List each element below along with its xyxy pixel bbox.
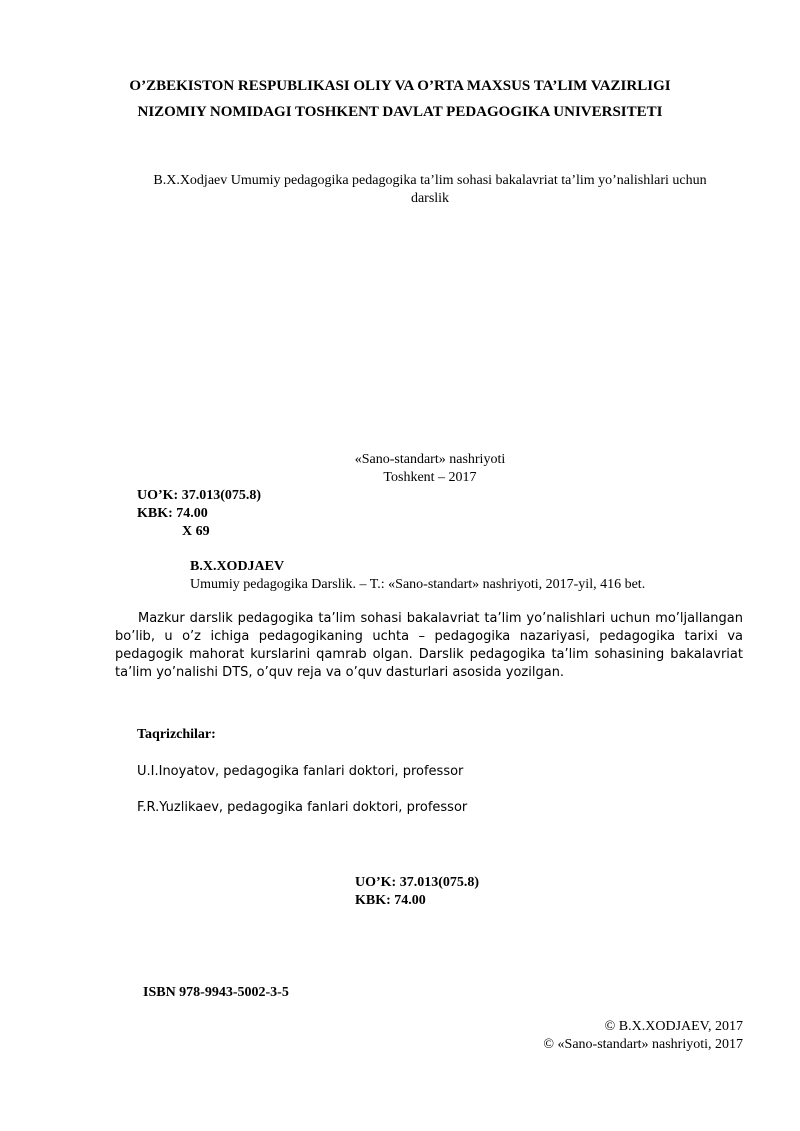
author-sign-code: X 69 — [182, 524, 210, 539]
classification-codes-bottom — [355, 874, 479, 910]
university-name: NIZOMIY NOMIDAGI TOSHKENT DAVLAT PEDAGOGIKA UNIVERSITETI — [137, 104, 663, 120]
copyright-author: © B.X.XODJAEV, 2017 — [604, 1019, 743, 1034]
reviewer-item: F.R.Yuzlikaev, pedagogika fanlari doktori, professor — [137, 800, 468, 815]
ministry-name: O’ZBEKISTON RESPUBLIKASI OLIY VA O’RTA MAXSUS TA’LIM VAZIRLIGI — [129, 78, 671, 94]
publisher-city-year: Toshkent – 2017 — [383, 470, 477, 485]
book-title-description — [110, 172, 750, 208]
kbk-code: KBK: 74.00 — [137, 506, 208, 521]
title-desc-line1: B.X.Xodjaev Umumiy pedagogika pedagogika ta’lim sohasi bakalavriat ta’lim yo’nalishlari uchun — [153, 173, 707, 188]
reviewers-heading: Taqrizchilar: — [137, 727, 216, 742]
title-desc-line2: darslik — [410, 191, 450, 206]
classification-codes — [137, 487, 261, 541]
abstract-paragraph: Mazkur darslik pedagogika ta’lim sohasi bakalavriat ta’lim yo’nalishlari uchun mo’ljallangan bo’lib, u o’z ichiga pedagogikaning uchta – pedagogika nazariyasi, pedagogika tarixi va pedagogik mahorat kurslarini qamrab olgan. Darslik pedagogika ta’lim sohasining bakalavriat ta’lim yo’nalishi DTS, o’quv reja va o’quv dasturlari asosida yozilgan. — [115, 611, 743, 680]
publisher-block — [0, 451, 800, 487]
citation-text: Umumiy pedagogika Darslik. – T.: «Sano-standart» nashriyoti, 2017-yil, 416 bet. — [190, 577, 646, 592]
author-name: B.X.XODJAEV — [190, 559, 285, 574]
author-citation — [190, 558, 645, 594]
reviewer-item: U.I.Inoyatov, pedagogika fanlari doktori, professor — [137, 764, 464, 779]
uok-code-bottom: UO’K: 37.013(075.8) — [355, 875, 480, 890]
kbk-code-bottom: KBK: 74.00 — [355, 893, 426, 908]
publisher-name: «Sano-standart» nashriyoti — [354, 452, 506, 467]
isbn: ISBN 978-9943-5002-3-5 — [143, 985, 289, 1000]
uok-code: UO’K: 37.013(075.8) — [137, 488, 262, 503]
copyright-publisher: © «Sano-standart» nashriyoti, 2017 — [543, 1037, 743, 1052]
copyright-block — [543, 1018, 743, 1054]
header-block — [0, 73, 800, 125]
